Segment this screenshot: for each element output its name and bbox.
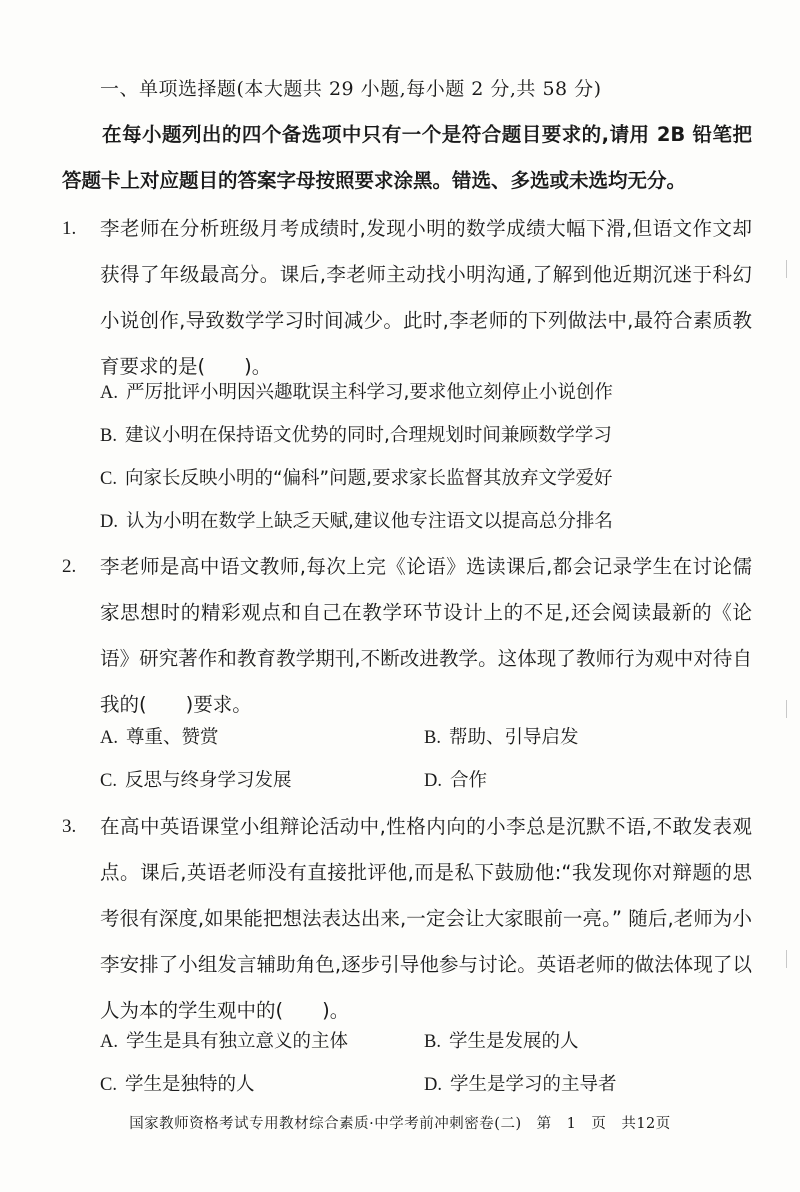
option-b [100, 423, 612, 449]
option-text: 学生是独特的人 [124, 1074, 255, 1095]
option-text: 学生是发展的人 [448, 1031, 579, 1052]
option-d [100, 509, 613, 535]
option-text: 帮助、引导启发 [448, 727, 579, 748]
question-stem: 在高中英语课堂小组辩论活动中,性格内向的小李总是沉默不语,不敢发表观点。课后,英语老师没有直接批评他,而是私下鼓励他:“我发现你对辩题的思考很有深度,如果能把想法表达出来,一定会让大家眼前一亮。” 随后,老师为小李安排了小组发言辅助角色,逐步引导他参与讨论。英语老师的做法体现了以人为本的学生观中的( )。 [100, 815, 752, 1022]
option-a [100, 1029, 348, 1055]
instruction-block [62, 112, 752, 204]
option-a [100, 380, 613, 406]
option-text: 认为小明在数学上缺乏天赋,建议他专注语文以提高总分排名 [126, 511, 613, 532]
option-text: 尊重、赞赏 [126, 727, 219, 748]
question-stem: 李老师在分析班级月考成绩时,发现小明的数学成绩大幅下滑,但语文作文却获得了年级最高分。课后,李老师主动找小明沟通,了解到他近期沉迷于科幻小说创作,导致数学学习时间减少。此时,李老师的下列做法中,最符合素质教育要求的是( )。 [100, 217, 752, 378]
instruction-text: 在每小题列出的四个备选项中只有一个是符合题目要求的,请用 2B 铅笔把答题卡上对应题目的答案字母按照要求涂黑。错选、多选或未选均无分。 [62, 123, 752, 192]
page-footer: 国家教师资格考试专用教材综合素质·中学考前冲刺密卷(二) 第 1 页 共12页 [129, 1116, 671, 1132]
option-d [424, 768, 487, 794]
question-stem: 李老师是高中语文教师,每次上完《论语》选读课后,都会记录学生在讨论儒家思想时的精彩观点和自己在教学环节设计上的不足,还会阅读最新的《论语》研究著作和教育教学期刊,不断改进教学。这体现了教师行为观中对待自我的( )要求。 [100, 555, 752, 716]
option-text: 建议小明在保持语文优势的同时,合理规划时间兼顾数学学习 [124, 425, 612, 446]
option-b [424, 725, 578, 751]
question-number: 3. [62, 816, 77, 837]
question-number: 2. [62, 556, 77, 577]
margin-mark [786, 700, 787, 718]
option-text: 学生是具有独立意义的主体 [126, 1031, 349, 1052]
option-letter: D. [424, 1075, 442, 1095]
option-c [100, 466, 613, 492]
option-text: 向家长反映小明的“偏科”问题,要求家长监督其放弃文学爱好 [124, 468, 613, 489]
margin-mark [786, 260, 787, 278]
option-a [100, 725, 219, 751]
option-letter: A. [100, 728, 118, 748]
question-number: 1. [62, 218, 77, 239]
option-d [424, 1072, 617, 1098]
option-letter: A. [100, 1032, 118, 1052]
option-letter: D. [424, 771, 442, 791]
margin-mark [786, 950, 787, 968]
option-text: 严厉批评小明因兴趣耽误主科学习,要求他立刻停止小说创作 [126, 382, 613, 403]
option-letter: B. [424, 728, 441, 748]
option-text: 学生是学习的主导者 [450, 1074, 617, 1095]
option-letter: A. [100, 383, 118, 403]
option-letter: B. [100, 426, 117, 446]
option-text: 合作 [450, 770, 488, 791]
option-c [100, 768, 291, 794]
option-c [100, 1072, 254, 1098]
option-letter: B. [424, 1032, 441, 1052]
option-letter: C. [100, 469, 117, 489]
option-text: 反思与终身学习发展 [124, 770, 292, 791]
option-letter: D. [100, 512, 118, 532]
section-title: 一、单项选择题(本大题共 29 小题,每小题 2 分,共 58 分) [100, 78, 602, 100]
option-letter: C. [100, 771, 117, 791]
option-b [424, 1029, 578, 1055]
option-letter: C. [100, 1075, 117, 1095]
